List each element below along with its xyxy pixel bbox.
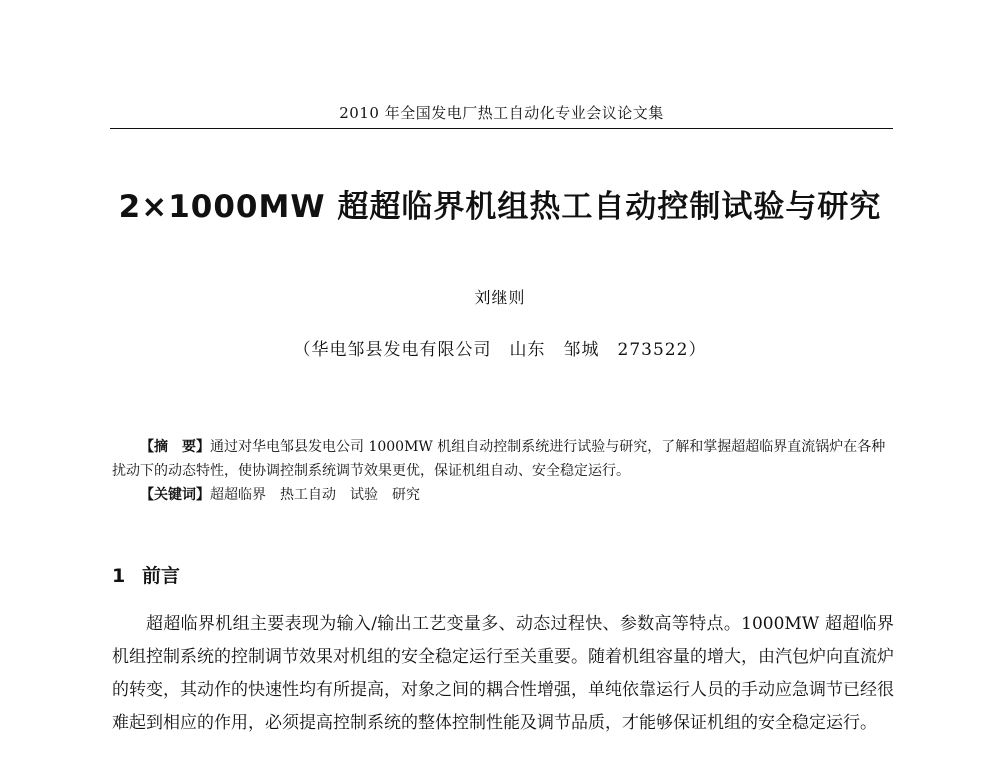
section-body [112, 608, 894, 740]
running-header: 2010 年全国发电厂热工自动化专业会议论文集 [339, 104, 664, 122]
keywords-label: 【关键词】 [140, 487, 210, 503]
abstract-block [112, 435, 894, 507]
keywords-line [112, 483, 894, 507]
abstract-label: 【摘 要】 [140, 439, 210, 455]
section-title: 前言 [142, 565, 181, 587]
header-rule [110, 128, 893, 129]
abstract-paragraph [112, 435, 894, 483]
author-affiliation: （华电邹县发电有限公司 山东 邹城 273522） [293, 340, 707, 360]
section-heading [112, 561, 180, 588]
author-name: 刘继则 [474, 288, 526, 307]
abstract-text: 通过对华电邹县发电公司 1000MW 机组自动控制系统进行试验与研究，了解和掌握超超临界直流锅炉在各种扰动下的动态特性，使协调控制系统调节效果更优，保证机组自动、安全稳定运行。 [112, 439, 886, 479]
section-number: 1 [112, 565, 126, 587]
paper-title: 2×1000MW 超超临界机组热工自动控制试验与研究 [118, 189, 882, 225]
keywords-text: 超超临界 热工自动 试验 研究 [210, 487, 420, 503]
body-paragraph: 超超临界机组主要表现为输入/输出工艺变量多、动态过程快、参数高等特点。1000MW 超超临界机组控制系统的控制调节效果对机组的安全稳定运行至关重要。随着机组容量的增大，由汽包炉向直流炉的转变，其动作的快速性均有所提高，对象之间的耦合性增强，单纯依靠运行人员的手动应急调节已经很难起到相应的作用，必须提高控制系统的整体控制性能及调节品质，才能够保证机组的安全稳定运行。 [112, 614, 894, 733]
